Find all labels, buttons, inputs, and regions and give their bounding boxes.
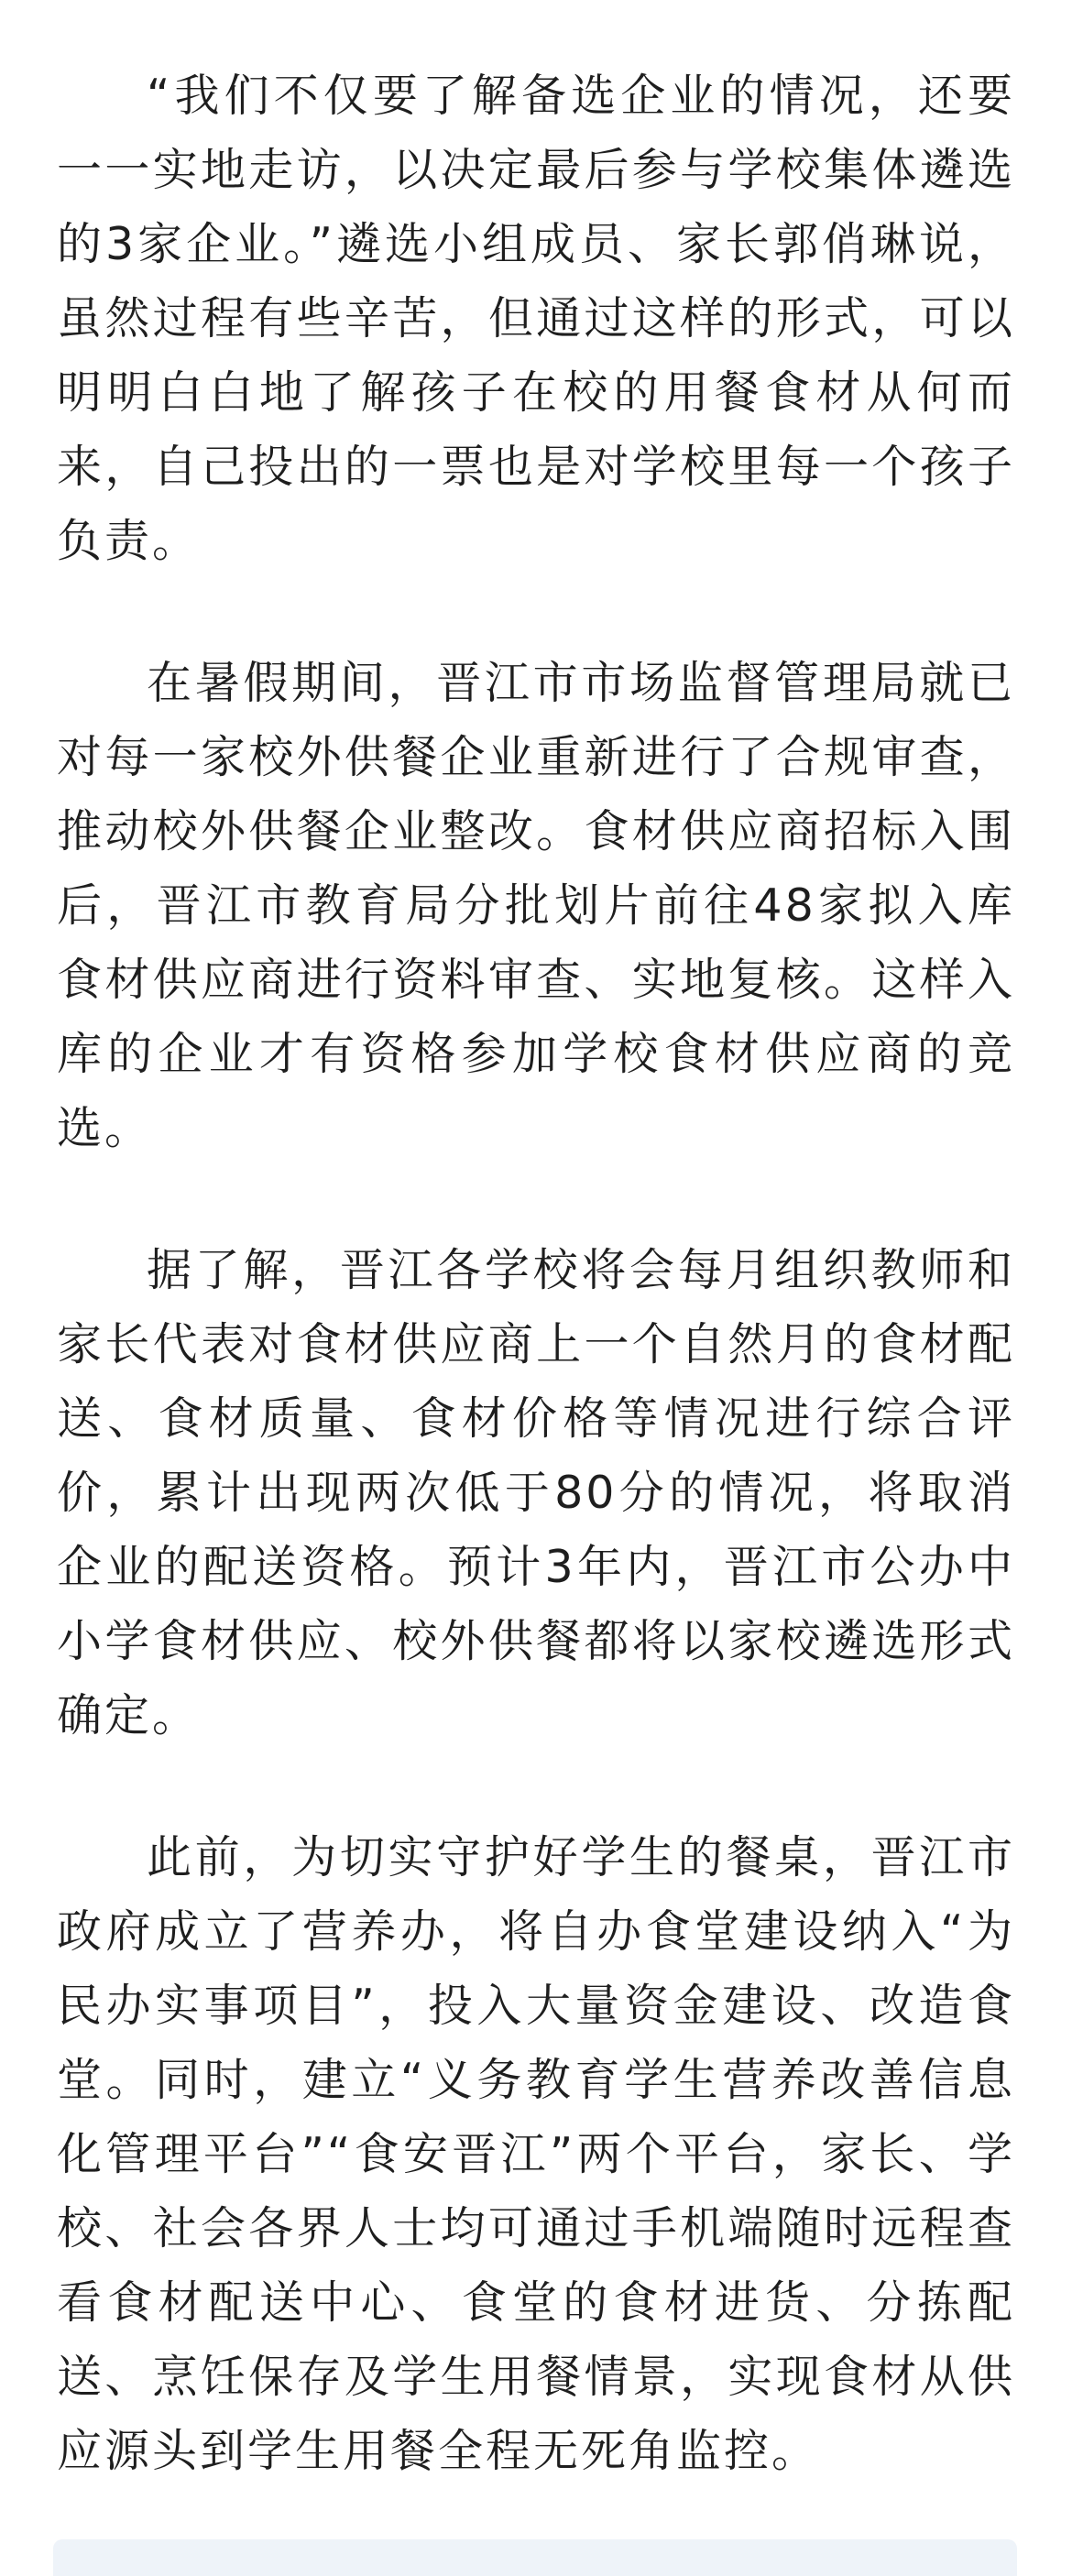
paragraph-2: 在暑假期间，晋江市市场监督管理局就已对每一家校外供餐企业重新进行了合规审查，推动校外供餐企业整改。食材供应商招标入围后，晋江市教育局分批划片前往48家拟入库食材供应商进行资料审查、实地复核。这样入库的企业才有资格参加学校食材供应商的竞选。	[57, 657, 1015, 1154]
article-body	[57, 59, 1015, 2556]
paragraph-4: 此前，为切实守护好学生的餐桌，晋江市政府成立了营养办，将自办食堂建设纳入“为民办实事项目”，投入大量资金建设、改造食堂。同时，建立“义务教育学生营养改善信息化管理平台”“食安晋江”两个平台，家长、学校、社会各界人士均可通过手机端随时远程查看食材配送中心、食堂的食材进货、分拣配送、烹饪保存及学生用餐情景，实现食材从供应源头到学生用餐全程无死角监控。	[57, 1831, 1015, 2477]
paragraph-1: “我们不仅要了解备选企业的情况，还要一一实地走访，以决定最后参与学校集体遴选的3家企业。”遴选小组成员、家长郭俏琳说，虽然过程有些辛苦，但通过这样的形式，可以明明白白地了解孩子在校的用餐食材从何而来，自己投出的一票也是对学校里每一个孩子负责。	[57, 70, 1015, 567]
paragraph-3: 据了解，晋江各学校将会每月组织教师和家长代表对食材供应商上一个自然月的食材配送、食材质量、食材价格等情况进行综合评价，累计出现两次低于80分的情况，将取消企业的配送资格。预计3年内，晋江市公办中小学食材供应、校外供餐都将以家校遴选形式确定。	[57, 1244, 1015, 1741]
next-content-card[interactable]	[53, 2539, 1017, 2576]
